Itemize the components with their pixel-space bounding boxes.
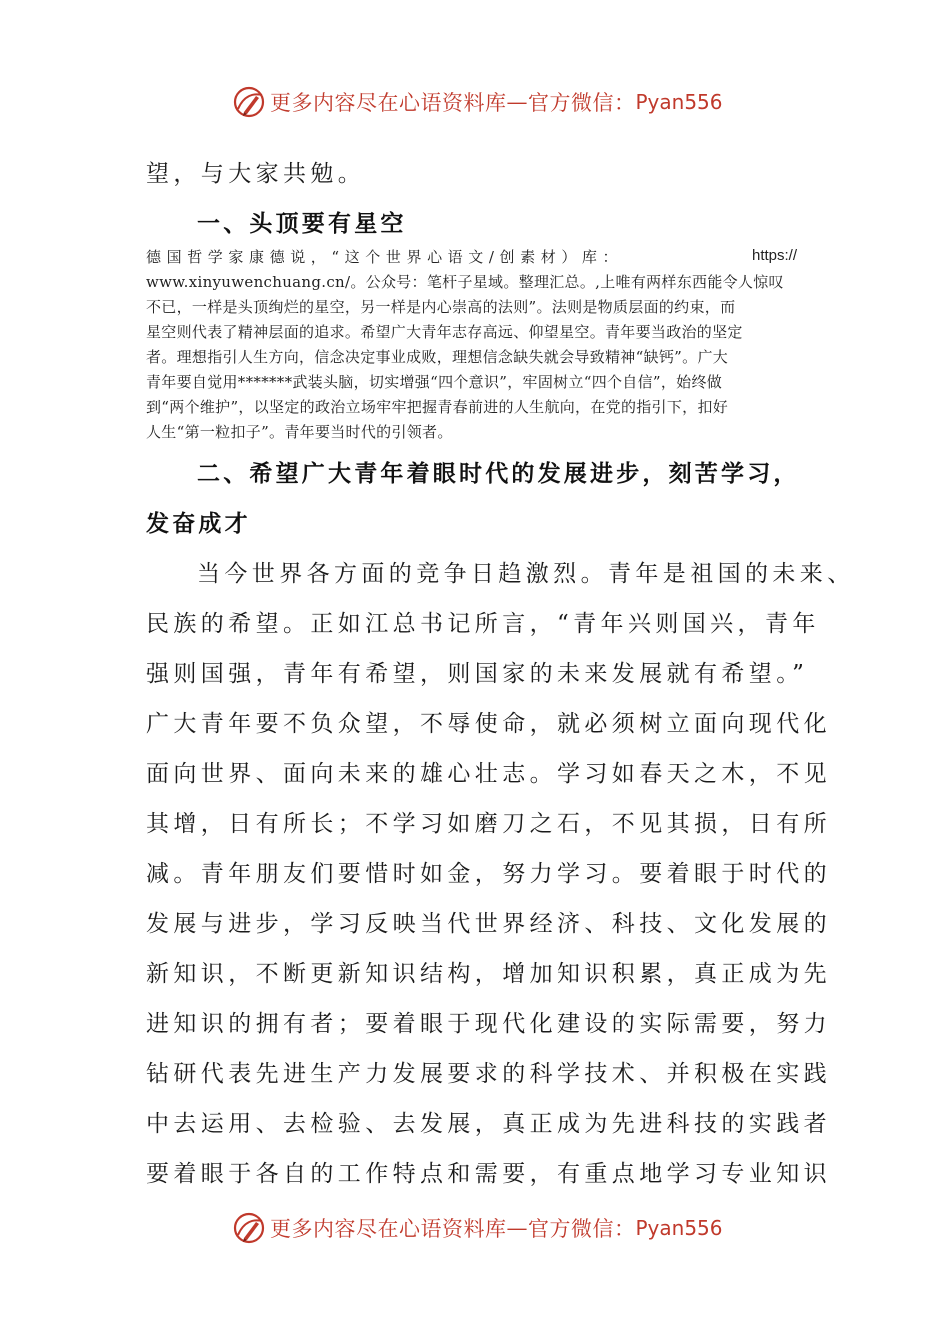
banner-account: Pyan556 — [635, 1216, 723, 1240]
pen-logo-icon — [232, 1211, 266, 1245]
section1-line: 人生“第一粒扣子”。青年要当时代的引领者。 — [146, 423, 453, 441]
banner-official-label: 官方微信： — [528, 1217, 636, 1241]
paragraph-line: 进知识的拥有者；要着眼于现代化建设的实际需要，努力 — [146, 1011, 831, 1037]
header-watermark-banner — [232, 82, 723, 122]
paragraph-line: 其增，日有所长；不学习如磨刀之石，不见其损，日有所 — [146, 811, 831, 837]
opening-line: 望，与大家共勉。 — [146, 161, 366, 187]
pen-logo-icon — [232, 85, 266, 119]
banner-dash: — — [506, 1216, 528, 1240]
section1-line: 者。理想指引人生方向，信念决定事业成败，理想信念缺失就会导致精神“缺钙”。广大 — [146, 348, 729, 366]
banner-official-label: 官方微信： — [528, 91, 636, 115]
paragraph-line: 面向世界、面向未来的雄心壮志。学习如春天之木，不见 — [146, 761, 831, 787]
paragraph-line: 要着眼于各自的工作特点和需要，有重点地学习专业知识 — [146, 1161, 831, 1187]
paragraph-line: 发展与进步，学习反映当代世界经济、科技、文化发展的 — [146, 911, 831, 937]
paragraph-line: 钻研代表先进生产力发展要求的科学技术、并积极在实践 — [146, 1061, 831, 1087]
section1-line: 德国哲学家康德说，“这个世界心语文/创素材）库： — [146, 248, 624, 266]
paragraph-line: 中去运用、去检验、去发展，真正成为先进科技的实践者 — [146, 1111, 831, 1137]
paragraph-line: 当今世界各方面的竞争日趋激烈。青年是祖国的未来、 — [197, 561, 855, 587]
banner-account: Pyan556 — [635, 90, 723, 114]
section1-line: 不已，一样是头顶绚烂的星空，另一样是内心崇高的法则”。法则是物质层面的约束，而 — [146, 298, 736, 316]
section1-line: 到“两个维护”，以坚定的政治立场牢牢把握青春前进的人生航向，在党的指引下，扣好 — [146, 398, 729, 416]
paragraph-line: 强则国强，青年有希望，则国家的未来发展就有希望。” — [146, 661, 809, 687]
section1-url-start: https:// — [752, 247, 798, 264]
banner-main-text: 更多内容尽在心语资料库 — [270, 91, 507, 115]
section2-heading-continued: 发奋成才 — [146, 510, 251, 537]
footer-watermark-banner — [232, 1208, 723, 1248]
section1-heading: 一、头顶要有星空 — [197, 210, 407, 237]
paragraph-line: 民族的希望。正如江总书记所言，“青年兴则国兴，青年 — [146, 611, 820, 637]
paragraph-line: 新知识，不断更新知识结构，增加知识积累，真正成为先 — [146, 961, 831, 987]
banner-main-text: 更多内容尽在心语资料库 — [270, 1217, 507, 1241]
section1-line: www.xinyuwenchuang.cn/。公众号：笔杆子星域。整理汇总。,上唯有两样东西能令人惊叹 — [146, 273, 784, 291]
paragraph-line: 广大青年要不负众望，不辱使命，就必须树立面向现代化 — [146, 711, 831, 737]
section2-heading: 二、希望广大青年着眼时代的发展进步，刻苦学习， — [197, 460, 800, 487]
section1-line: 青年要自觉用*******武装头脑，切实增强“四个意识”，牢固树立“四个自信”，始终做 — [146, 373, 723, 391]
section1-line: 星空则代表了精神层面的追求。希望广大青年志存高远、仰望星空。青年要当政治的坚定 — [146, 323, 743, 341]
paragraph-line: 减。青年朋友们要惜时如金，努力学习。要着眼于时代的 — [146, 861, 831, 887]
banner-dash: — — [506, 90, 528, 114]
